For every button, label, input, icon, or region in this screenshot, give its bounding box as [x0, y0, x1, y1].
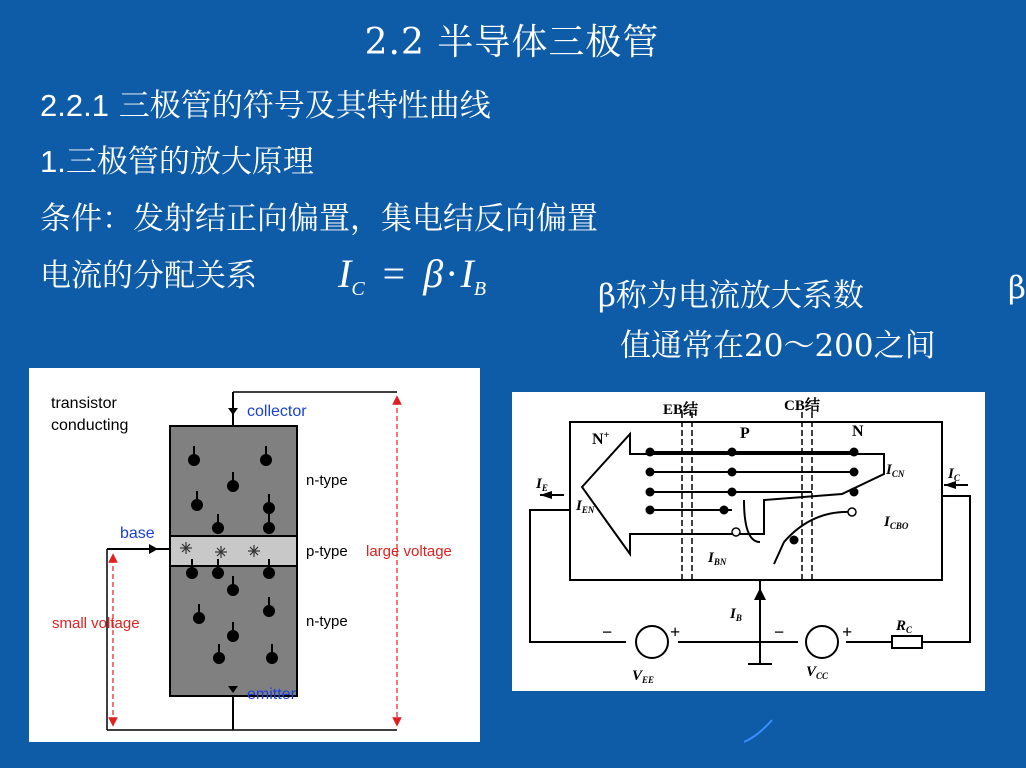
ie-label: $I_E$: [536, 476, 548, 493]
formula-ib-sub: B: [473, 278, 487, 300]
formula-ic-sub: C: [351, 278, 365, 300]
formula-equals: =: [382, 251, 406, 296]
n-type-top-label: n-type: [306, 472, 348, 489]
vcc-source-icon: [806, 626, 838, 658]
icbo-label: $I_{CBO}$: [884, 514, 909, 531]
slide-title: 2.2 半导体三极管: [364, 22, 660, 63]
large-voltage-label: large voltage: [366, 543, 452, 560]
eb-junction-label: EB结: [663, 402, 699, 418]
subsection-heading: [40, 136, 314, 181]
section-heading: [40, 80, 491, 125]
emitter-label: emitter: [247, 686, 296, 703]
beta-symbol-cut: β: [1008, 270, 1026, 306]
base-label: base: [120, 525, 155, 542]
formula-ib: I: [460, 251, 474, 296]
base-recombination-curve: [744, 500, 760, 542]
collector-label: collector: [247, 403, 307, 420]
decorative-stroke: [740, 716, 780, 746]
formula-beta: β: [423, 251, 444, 296]
carrier-transport-diagram: [512, 392, 985, 691]
icbo-curve: [774, 512, 852, 564]
electron-rows: [648, 452, 854, 510]
carrier-transport-figure: [512, 392, 985, 691]
transistor-diagram: [29, 368, 480, 742]
small-voltage-label: small voltage: [52, 615, 140, 632]
vee-label: $V_{EE}$: [632, 668, 655, 685]
vcc-label: $V_{CC}$: [806, 664, 829, 681]
caption-line-1: transistor: [51, 395, 117, 412]
device-outline: [570, 422, 942, 580]
vcc-minus: −: [774, 622, 785, 642]
formula-dot: ·: [445, 251, 459, 296]
ib-label: $I_B$: [730, 606, 742, 623]
beta-range: 值通常在20～200之间: [620, 328, 936, 364]
vee-minus: −: [602, 622, 613, 642]
ib-arrow: [754, 588, 766, 600]
section-text: 三极管的符号及其特性曲线: [108, 88, 491, 124]
current-gain-formula: [338, 250, 486, 301]
bias-condition: 条件：发射结正向偏置，集电结反向偏置: [40, 201, 598, 237]
cb-junction-label: CB结: [784, 398, 820, 414]
transistor-conducting-figure: [29, 368, 480, 742]
base-arrow: [149, 544, 158, 554]
section-number: 2.2.1: [40, 88, 109, 123]
caption-line-2: conducting: [51, 417, 129, 434]
collector-arrow: [228, 408, 238, 415]
ic-label: $I_C$: [948, 466, 960, 483]
vcc-plus: +: [842, 622, 853, 642]
icn-label: $I_{CN}$: [886, 462, 905, 479]
ien-label: $I_{EN}$: [576, 498, 595, 515]
n-region-label: N: [852, 423, 864, 440]
n-plus-region-label: N+: [592, 430, 610, 448]
formula-ic: I: [338, 251, 352, 296]
n-type-bottom-label: n-type: [306, 613, 348, 630]
vee-plus: +: [670, 622, 681, 642]
current-distribution-label: 电流的分配关系: [40, 258, 257, 294]
vee-source-icon: [636, 626, 668, 658]
rc-label: $R_C$: [896, 618, 913, 635]
beta-description: β称为电流放大系数: [598, 278, 864, 314]
p-region-label: P: [740, 425, 750, 442]
subsection-number: 1.: [40, 144, 66, 179]
ibn-label: $I_{BN}$: [708, 550, 727, 567]
p-type-label: p-type: [306, 543, 348, 560]
subsection-text: 三极管的放大原理: [65, 144, 314, 180]
